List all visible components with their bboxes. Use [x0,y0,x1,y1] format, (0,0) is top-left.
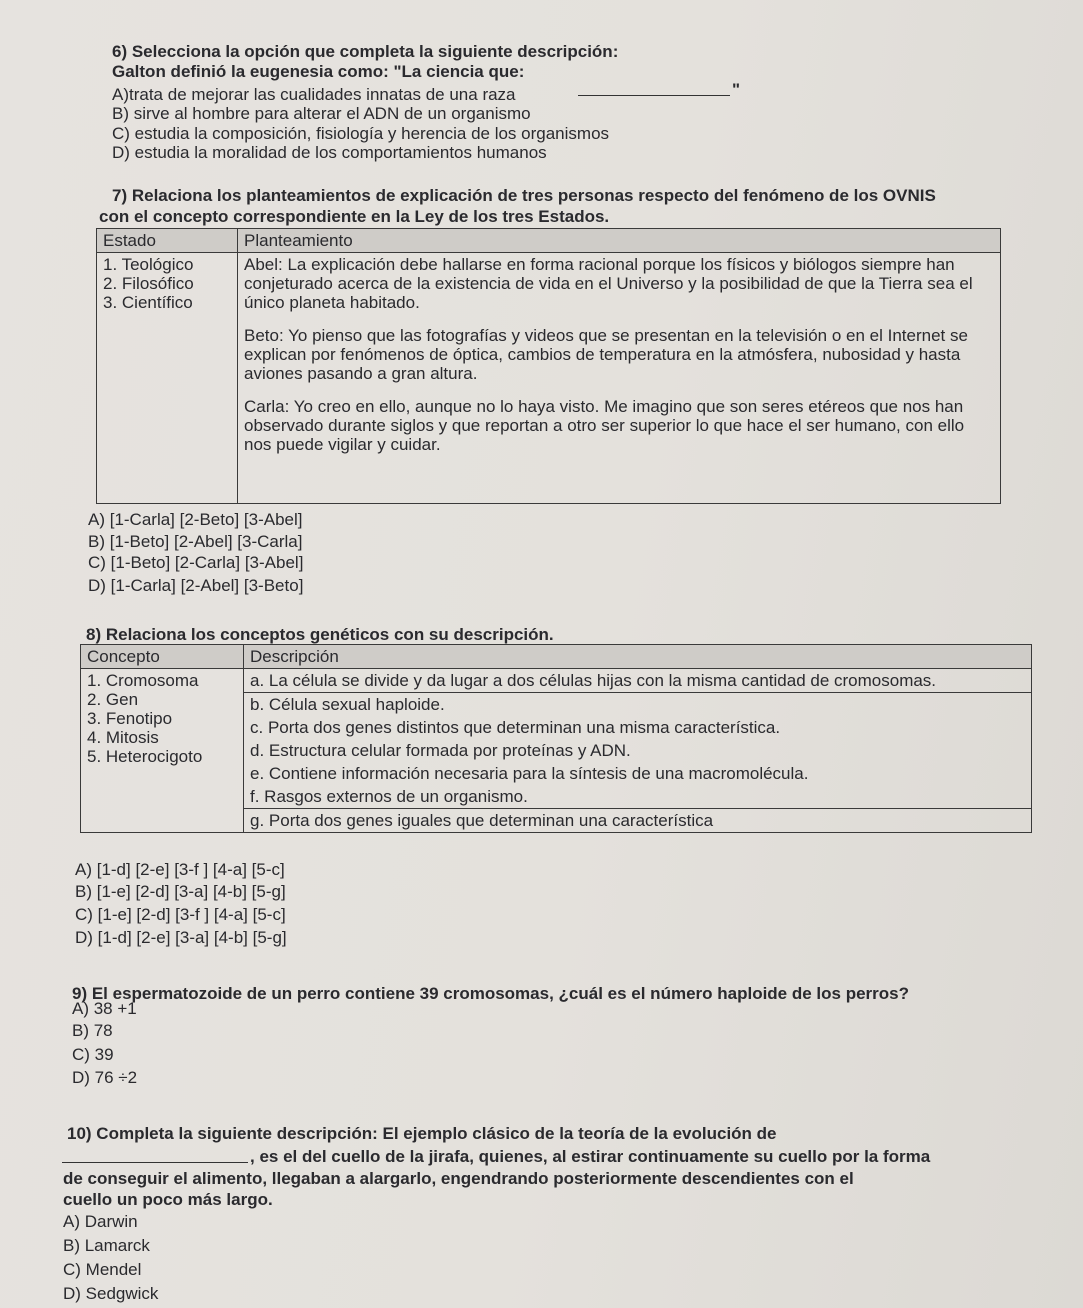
q7-col-estado: Estado [97,229,238,253]
q10-option-b[interactable]: B) Lamarck [63,1236,150,1255]
q10-option-c[interactable]: C) Mendel [63,1260,142,1279]
q6-option-b[interactable]: B) sirve al hombre para alterar el ADN de un organismo [112,104,531,123]
q6-option-a[interactable]: A)trata de mejorar las cualidades innatas de una raza [112,85,516,104]
q8-desc-g: g. Porta dos genes iguales que determinan una característica [250,811,714,830]
q8-concepto-1: 1. Cromosoma [87,671,199,690]
q10-title: 10) Completa la siguiente descripción: El ejemplo clásico de la teoría de la evolución de [67,1124,777,1143]
q10-blank [62,1162,248,1163]
q6-title: 6) Selecciona la opción que completa la siguiente descripción: [112,42,619,61]
q7-planteamientos-cell [238,253,1001,504]
q8-title: 8) Relaciona los conceptos genéticos con su descripción. [86,625,554,644]
q7-planteamiento-beto: Beto: Yo pienso que las fotografías y videos que se presentan en la televisión o en el Internet se explican por fenómenos de óptica, cambios de temperatura en la atmósfera, nubosidad y hasta aviones pasando a gran altura. [244,326,968,383]
q8-desc-a: a. La célula se divide y da lugar a dos células hijas con la misma cantidad de cromosomas. [244,669,1031,693]
q7-option-b[interactable]: B) [1-Beto] [2-Abel] [3-Carla] [88,532,303,551]
q7-table [96,228,1001,504]
q7-estados-cell [97,253,238,504]
q7-option-a[interactable]: A) [1-Carla] [2-Beto] [3-Abel] [88,510,303,529]
q7-title: 7) Relaciona los planteamientos de explicación de tres personas respecto del fenómeno de los OVNIS [112,186,936,205]
q10-option-d[interactable]: D) Sedgwick [63,1284,159,1303]
q7-col-planteamiento: Planteamiento [238,229,1001,253]
q6-option-c[interactable]: C) estudia la composición, fisiología y herencia de los organismos [112,124,610,143]
q9-option-b[interactable]: B) 78 [72,1021,113,1040]
q8-option-b[interactable]: B) [1-e] [2-d] [3-a] [4-b] [5-g] [75,882,286,901]
q8-desc-d: d. Estructura celular formada por proteínas y ADN. [250,741,631,760]
q8-option-a[interactable]: A) [1-d] [2-e] [3-f ] [4-a] [5-c] [75,860,285,879]
q7-option-c[interactable]: C) [1-Beto] [2-Carla] [3-Abel] [88,553,304,572]
q6-option-d[interactable]: D) estudia la moralidad de los comportamientos humanos [112,143,547,162]
q9-option-a[interactable]: A) 38 +1 [72,999,137,1018]
q8-desc-e: e. Contiene información necesaria para la síntesis de una macromolécula. [250,764,809,783]
q10-title-4: cuello un poco más largo. [63,1190,273,1209]
q8-conceptos-cell [81,669,244,833]
q8-col-descripcion: Descripción [244,645,1032,669]
q7-estado-2: 2. Filosófico [103,274,194,293]
q9-option-d[interactable]: D) 76 ÷2 [72,1068,138,1087]
q8-table [80,644,1032,833]
q7-planteamiento-abel: Abel: La explicación debe hallarse en forma racional porque los físicos y biólogos siempre han conjeturado acerca de la existencia de vida en el Universo y la posibilidad de que la Tierra sea el único planeta habitado. [244,255,973,312]
q8-concepto-4: 4. Mitosis [87,728,159,747]
q7-planteamiento-carla: Carla: Yo creo en ello, aunque no lo haya visto. Me imagino que son seres etéreos que nos han observado durante siglos y que reportan a otro ser superior lo que hace el ser humano, con ello nos puede vigilar y cuidar. [244,397,965,454]
q10-title-3: de conseguir el alimento, llegaban a alargarlo, engendrando posteriormente descendientes con el [63,1169,854,1188]
q7-estado-1: 1. Teológico [103,255,194,274]
q9-title: 9) El espermatozoide de un perro contiene 39 cromosomas, ¿cuál es el número haploide de los perros? [72,984,910,1003]
q8-concepto-3: 3. Fenotipo [87,709,173,728]
q8-descripciones-cell [244,669,1032,833]
q8-option-d[interactable]: D) [1-d] [2-e] [3-a] [4-b] [5-g] [75,928,287,947]
q8-desc-c: c. Porta dos genes distintos que determinan una misma característica. [250,718,781,737]
q8-concepto-2: 2. Gen [87,690,139,709]
q10-title-2: , es el del cuello de la jirafa, quienes, al estirar continuamente su cuello por la forma [250,1147,931,1166]
q9-option-c[interactable]: C) 39 [72,1045,114,1064]
q8-concepto-5: 5. Heterocigoto [87,747,203,766]
q10-option-a[interactable]: A) Darwin [63,1212,138,1231]
q6-blank [578,95,730,96]
q8-col-concepto: Concepto [81,645,244,669]
q8-desc-b: b. Célula sexual haploide. [250,695,445,714]
q7-estado-3: 3. Científico [103,293,193,312]
q6-stem-end: " [732,80,741,99]
q8-option-c[interactable]: C) [1-e] [2-d] [3-f ] [4-a] [5-c] [75,905,286,924]
q8-desc-f: f. Rasgos externos de un organismo. [244,785,1031,809]
q6-stem: Galton definió la eugenesia como: "La ciencia que: [112,62,525,81]
q7-title-2: con el concepto correspondiente en la Ley de los tres Estados. [99,207,610,226]
q7-option-d[interactable]: D) [1-Carla] [2-Abel] [3-Beto] [88,576,304,595]
